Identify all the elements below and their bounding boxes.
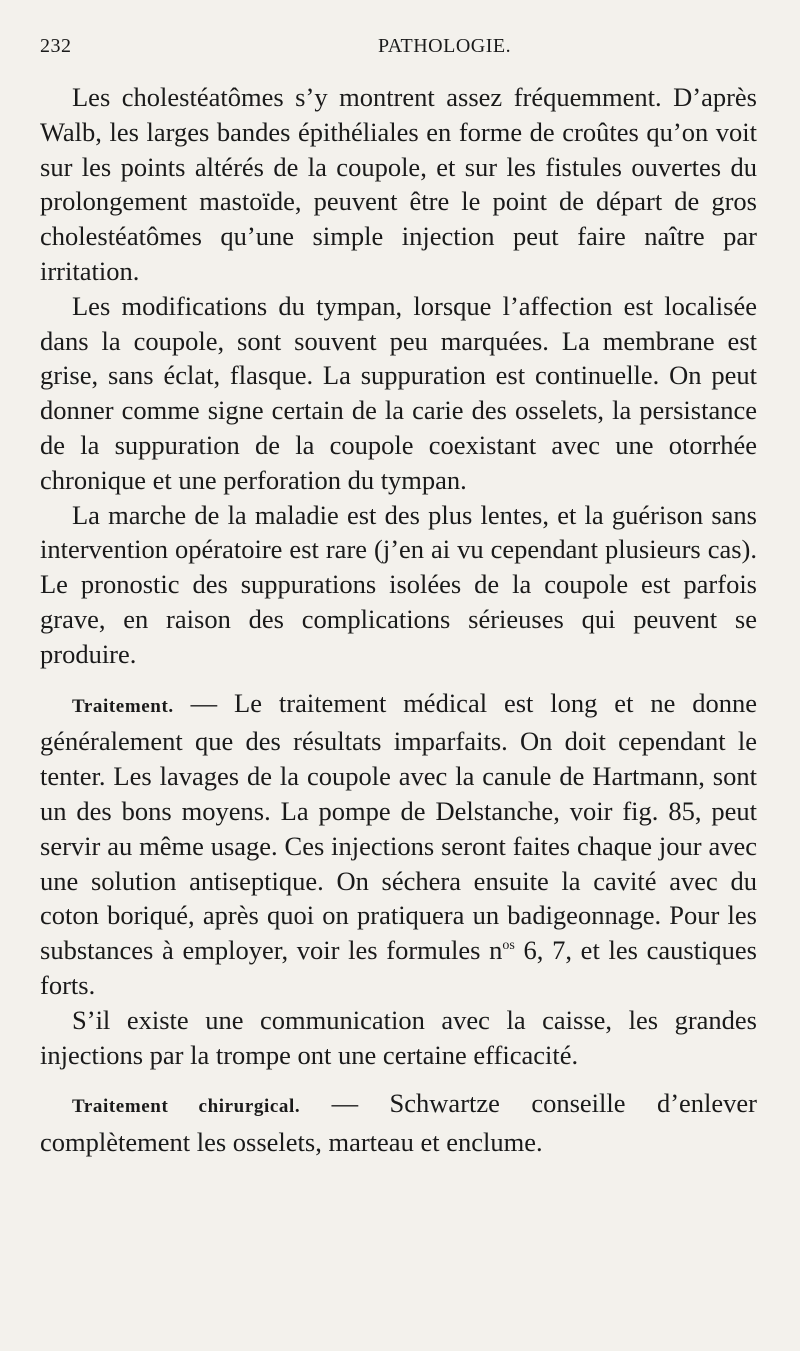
paragraph-cholesteatomes: Les cholestéatômes s’y montrent assez fréquemment. D’après Walb, les larges bandes épithéliales en forme de croûtes qu’on voit sur les points altérés de la coupole, et sur les fistules ouvertes du prolongement mastoïde, peuvent être le point de départ de gros cholestéatômes qu’une simple injection peut faire naître par irritation. (40, 82, 757, 286)
paragraph-traitement-end: 6, 7, et les caustiques forts. (40, 935, 757, 1000)
paragraph-traitement (40, 686, 757, 1003)
section-heading-traitement: Traitement. (72, 695, 174, 717)
page-header (40, 35, 760, 63)
page-body (40, 80, 757, 1160)
section-heading-chirurgical: Traitement chirurgical. (72, 1096, 301, 1118)
running-title: PATHOLOGIE. (378, 35, 512, 57)
superscript-os: os (502, 938, 515, 954)
paragraph-chirurgical-text: — Schwartze conseille d’enlever complètement les osselets, marteau et enclume. (40, 1088, 757, 1158)
paragraph-chirurgical (40, 1086, 757, 1160)
paragraph-tympan: Les modifications du tympan, lorsque l’affection est localisée dans la coupole, sont souvent peu marquées. La membrane est grise, sans éclat, flasque. La suppuration est continuelle. On peut donner comme signe certain de la carie des osselets, la persistance de la suppuration de la coupole coexistant avec une otorrhée chronique et une perforation du tympan. (40, 290, 757, 495)
paragraph-traitement-text: — Le traitement médical est long et ne donne généralement que des résultats imparfaits. On doit cependant le tenter. Les lavages de la coupole avec la canule de Hartmann, sont un des bons moyens. La pompe de Delstanche, voir fig. 85, peut servir au même usage. Ces injections seront faites chaque jour avec une solution antiseptique. On séchera ensuite la cavité avec du coton boriqué, après quoi on pratiquera un badigeonnage. Pour les substances à employer, voir les formules n (40, 687, 757, 966)
page-number: 232 (40, 35, 72, 57)
paragraph-marche: La marche de la maladie est des plus lentes, et la guérison sans intervention opératoire est rare (j’en ai vu cependant plusieurs cas). Le pronostic des suppurations isolées de la coupole est parfois grave, en raison des complications sérieuses qui peuvent se produire. (40, 499, 757, 669)
paragraph-communication: S’il existe une communication avec la caisse, les grandes injections par la trompe ont une certaine efficacité. (40, 1004, 757, 1070)
